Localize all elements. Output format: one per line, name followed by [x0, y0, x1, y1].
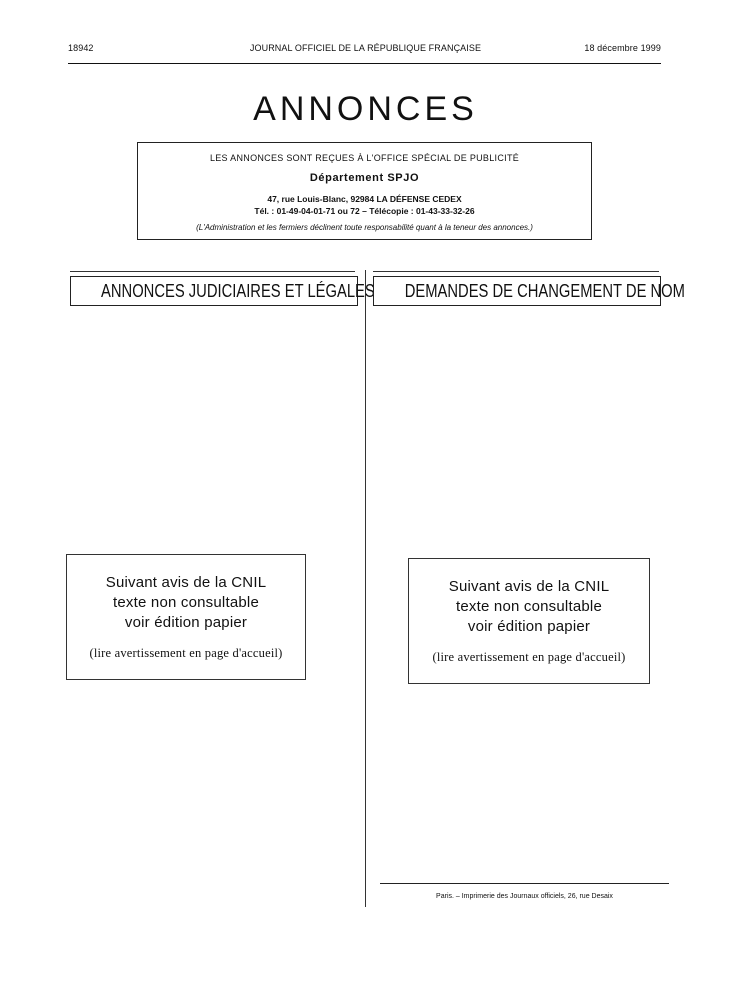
right-column-heading — [373, 276, 685, 306]
notice-line-4: (lire avertissement en page d'accueil) — [432, 650, 626, 664]
left-cnil-notice — [66, 554, 306, 680]
notice-line-2: texte non consultable — [456, 598, 602, 615]
office-address: 47, rue Louis-Blanc, 92984 LA DÉFENSE CEDEX — [267, 194, 462, 204]
office-phone: Tél. : 01-49-04-01-71 ou 72 – Télécopie : 01-43-33-32-26 — [254, 206, 475, 216]
issue-date: 18 décembre 1999 — [584, 43, 661, 53]
office-department: Département SPJO — [309, 172, 420, 184]
notice-line-3: voir édition papier — [124, 614, 248, 631]
notice-line-2: texte non consultable — [113, 594, 259, 611]
printer-imprint: Paris. – Imprimerie des Journaux officiels, 26, rue Desaix — [436, 893, 613, 900]
journal-title: JOURNAL OFFICIEL DE LA RÉPUBLIQUE FRANÇAISE — [249, 43, 482, 53]
office-intro: LES ANNONCES SONT REÇUES À L'OFFICE SPÉCIAL DE PUBLICITÉ — [209, 153, 520, 163]
section-title: ANNONCES — [253, 90, 478, 128]
column-divider — [365, 270, 366, 907]
left-column-heading-text: ANNONCES JUDICIAIRES ET LÉGALES — [101, 281, 375, 301]
office-info-box — [137, 142, 592, 240]
left-column-heading — [70, 276, 375, 306]
right-cnil-notice — [408, 558, 650, 684]
right-column-top-rule — [373, 271, 659, 272]
footer-rule — [380, 883, 669, 884]
notice-line-3: voir édition papier — [467, 618, 591, 635]
left-column-top-rule — [70, 271, 355, 272]
header-rule — [68, 63, 661, 64]
notice-line-4: (lire avertissement en page d'accueil) — [89, 646, 283, 660]
right-column-heading-text: DEMANDES DE CHANGEMENT DE NOM — [404, 281, 685, 301]
office-disclaimer: (L'Administration et les fermiers déclinent toute responsabilité quant à la teneur des annonces.) — [196, 223, 533, 232]
notice-line-1: Suivant avis de la CNIL — [448, 578, 610, 595]
notice-line-1: Suivant avis de la CNIL — [105, 574, 267, 591]
page-number: 18942 — [68, 43, 94, 53]
